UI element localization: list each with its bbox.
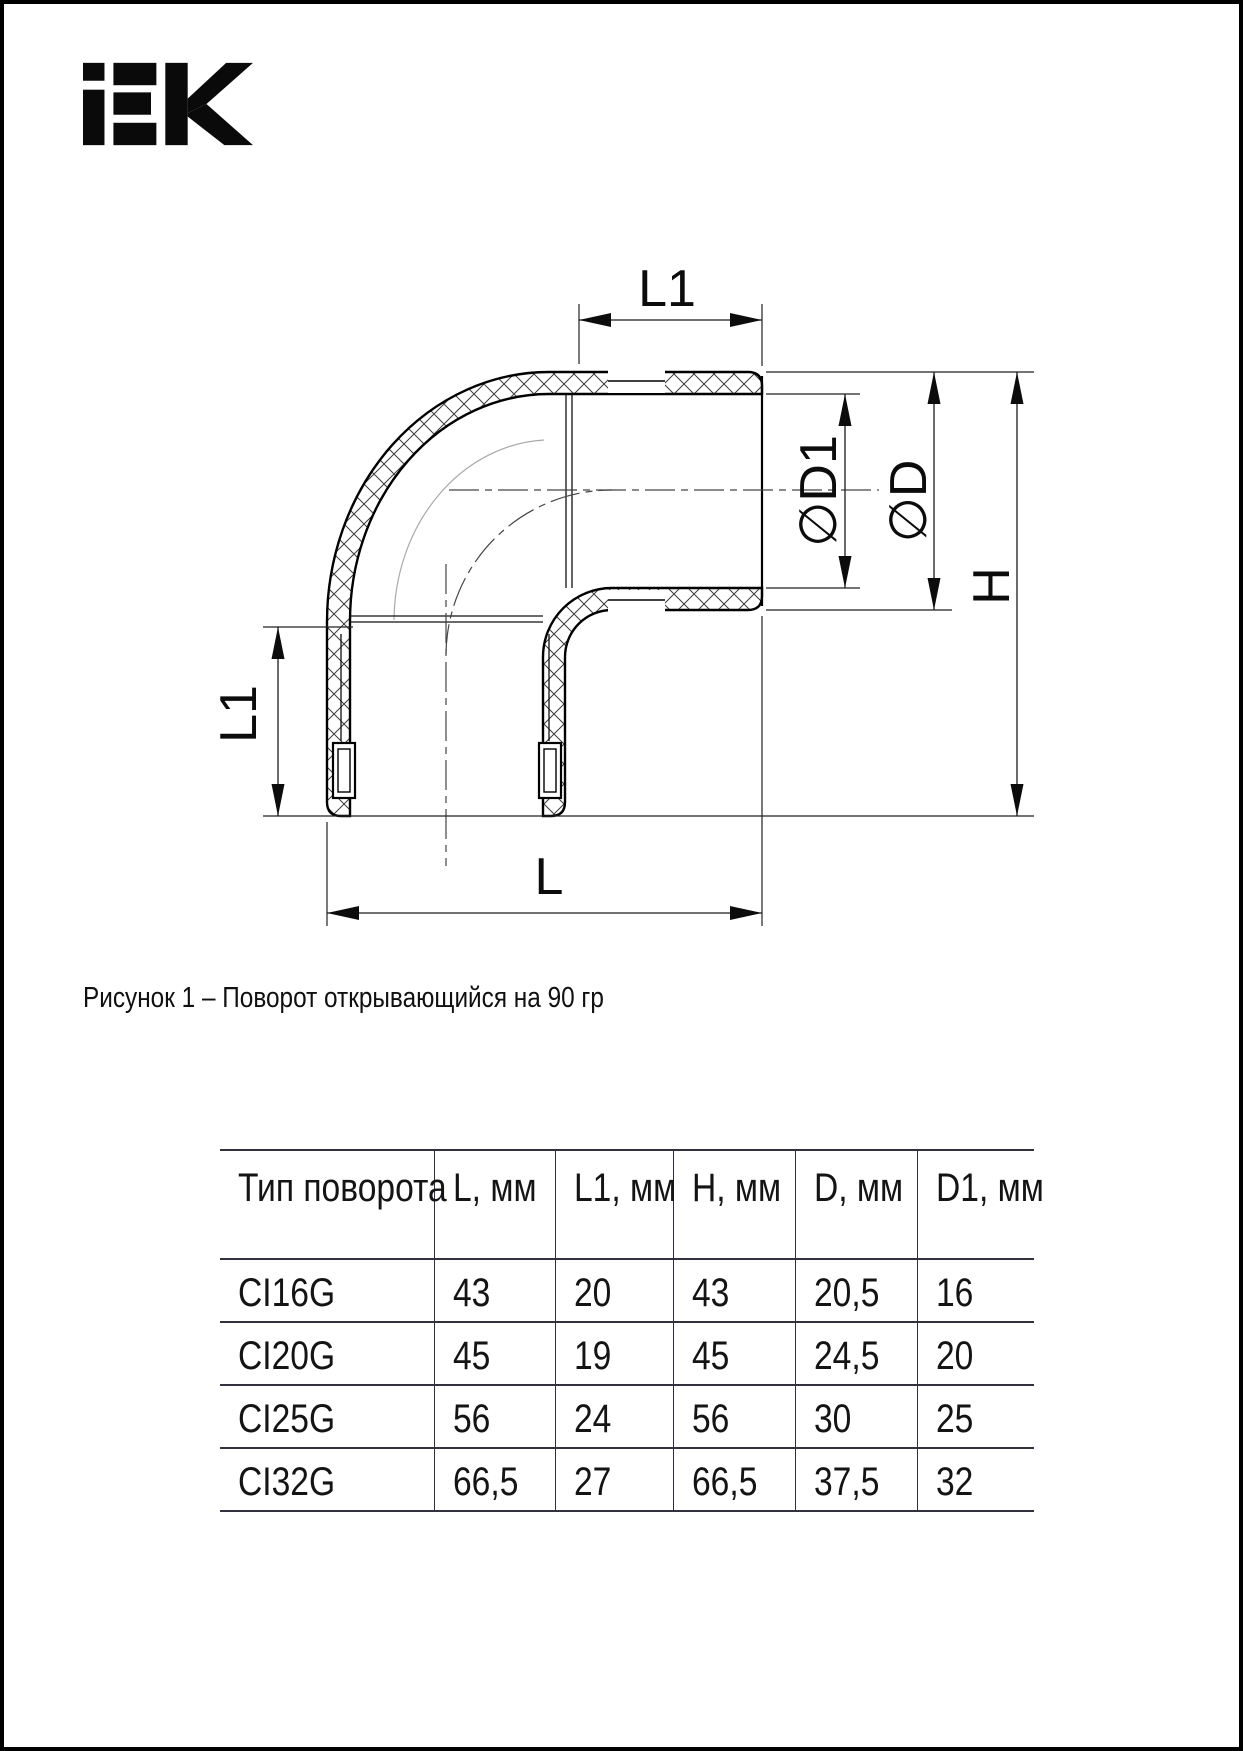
hidden-bore-arc (394, 440, 544, 620)
table-cell (220, 1449, 434, 1510)
cell-text: 27 (574, 1460, 612, 1504)
dim-label-h: H (963, 567, 1021, 605)
spec-table-header-row (220, 1151, 1044, 1258)
table-cell (220, 1386, 434, 1447)
cell-text: 56 (692, 1397, 730, 1441)
extension-lines (263, 304, 1034, 926)
cell-text: 30 (814, 1397, 852, 1441)
cell-text: Тип поворота (238, 1166, 447, 1210)
cell-text: CI16G (238, 1271, 336, 1315)
latch-notch-bottom (608, 588, 665, 613)
table-cell (434, 1449, 555, 1510)
header-cell (434, 1151, 555, 1258)
cell-text: L1, мм (574, 1166, 677, 1210)
table-cell (917, 1449, 1034, 1510)
table-cell (795, 1323, 917, 1384)
table-row (220, 1447, 1034, 1510)
cell-text: 25 (936, 1397, 974, 1441)
latch-window-left (333, 743, 355, 798)
table-cell (555, 1449, 673, 1510)
cell-text: 24,5 (814, 1334, 880, 1378)
table-cell (673, 1260, 795, 1321)
header-cell (220, 1151, 447, 1258)
cell-text: 32 (936, 1460, 974, 1504)
socket-depth-lines (341, 394, 572, 741)
cell-text: CI20G (238, 1334, 336, 1378)
cell-text: CI32G (238, 1460, 336, 1504)
cell-text: 19 (574, 1334, 612, 1378)
cell-text: 20,5 (814, 1271, 880, 1315)
table-cell (917, 1260, 1034, 1321)
table-row (220, 1258, 1034, 1321)
cell-text: D1, мм (936, 1166, 1044, 1210)
table-cell (673, 1386, 795, 1447)
dim-label-l1-left: L1 (210, 685, 268, 743)
cell-text: 37,5 (814, 1460, 880, 1504)
cell-text: 56 (453, 1397, 491, 1441)
header-cell (917, 1151, 1044, 1258)
cell-text: CI25G (238, 1397, 336, 1441)
latch-window-right (539, 743, 561, 798)
cell-text: D, мм (814, 1166, 904, 1210)
cell-text: 43 (453, 1271, 491, 1315)
dim-label-d1: ∅D1 (790, 435, 848, 547)
dim-label-d: ∅D (880, 459, 938, 543)
cell-text: 20 (936, 1334, 974, 1378)
table-cell (795, 1449, 917, 1510)
dim-label-l: L (534, 848, 564, 906)
table-cell (917, 1323, 1034, 1384)
dim-label-l1-top: L1 (638, 260, 696, 318)
cell-text: 43 (692, 1271, 730, 1315)
table-cell (220, 1323, 434, 1384)
figure-caption-text: Рисунок 1 – Поворот открывающийся на 90 гр (83, 982, 604, 1014)
table-cell (434, 1260, 555, 1321)
table-cell (673, 1449, 795, 1510)
table-cell (434, 1323, 555, 1384)
table-row (220, 1321, 1034, 1384)
cell-text: H, мм (692, 1166, 782, 1210)
table-cell (917, 1386, 1034, 1447)
cell-text: 24 (574, 1397, 612, 1441)
header-cell (795, 1151, 917, 1258)
elbow-drawing (4, 4, 1243, 984)
table-cell (434, 1386, 555, 1447)
latch-notch-top (608, 369, 665, 394)
cell-text: 45 (692, 1334, 730, 1378)
table-cell (673, 1323, 795, 1384)
table-cell (795, 1386, 917, 1447)
table-cell (555, 1260, 673, 1321)
table-cell (555, 1386, 673, 1447)
table-row (220, 1384, 1034, 1447)
cell-text: 66,5 (453, 1460, 519, 1504)
elbow-inner-wall (543, 588, 762, 816)
cell-text: 66,5 (692, 1460, 758, 1504)
figure-caption (83, 982, 783, 1015)
cell-text: 20 (574, 1271, 612, 1315)
header-cell (555, 1151, 677, 1258)
header-cell (673, 1151, 795, 1258)
cell-text: L, мм (453, 1166, 537, 1210)
cell-text: 45 (453, 1334, 491, 1378)
table-cell (555, 1323, 673, 1384)
spec-table (220, 1149, 1044, 1512)
table-cell (220, 1260, 434, 1321)
cell-text: 16 (936, 1271, 974, 1315)
table-cell (795, 1260, 917, 1321)
